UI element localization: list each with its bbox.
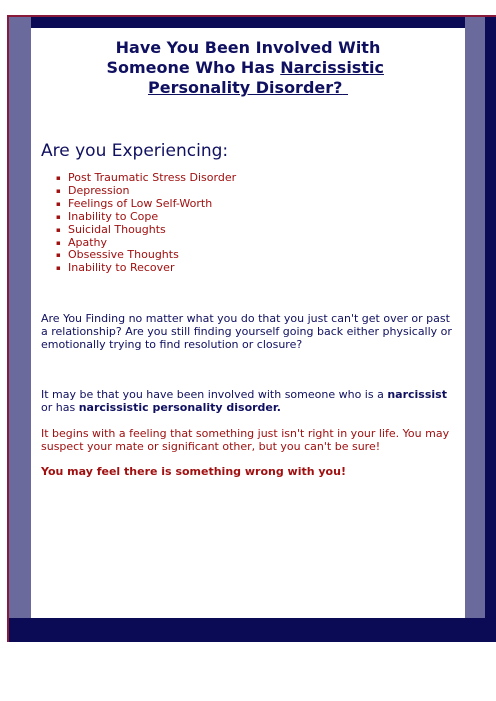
bullet-icon: ▪ xyxy=(56,225,61,234)
symptom-label: Apathy xyxy=(68,235,108,249)
symptom-label: Suicidal Thoughts xyxy=(68,222,166,236)
left-side-band xyxy=(9,17,31,618)
title-narcissistic-link[interactable]: Narcissistic xyxy=(280,58,384,77)
symptom-label: Feelings of Low Self-Worth xyxy=(68,196,213,210)
bullet-icon: ▪ xyxy=(56,212,61,221)
experiencing-heading: Are you Experiencing: xyxy=(41,141,229,161)
title-line-2-prefix: Someone Who Has xyxy=(106,58,281,77)
symptom-label: Inability to Cope xyxy=(68,209,159,223)
npd-term: narcissistic personality disorder. xyxy=(78,401,281,414)
symptom-label: Obsessive Thoughts xyxy=(68,248,179,262)
symptom-label: Post Traumatic Stress Disorder xyxy=(68,171,237,184)
bullet-icon: ▪ xyxy=(56,199,61,208)
list-item xyxy=(41,262,236,275)
symptom-label: Depression xyxy=(68,183,130,197)
paragraph-finding: Are You Finding no matter what you do that you just can't get over or past a relationship? Are you still finding yourself going back either physically or emotionally trying to find resolution or closure? xyxy=(41,312,452,351)
right-side-band xyxy=(465,17,485,618)
bullet-icon: ▪ xyxy=(56,251,61,260)
symptom-list xyxy=(41,172,236,275)
paragraph-wrong-with-you: You may feel there is something wrong with you! xyxy=(41,465,346,478)
paragraph-involved xyxy=(41,388,455,414)
symptom-label: Inability to Recover xyxy=(68,261,175,275)
bullet-icon: ▪ xyxy=(56,264,61,273)
paragraph-involved-part1: It may be that you have been involved with someone who is a xyxy=(41,388,388,401)
bullet-icon: ▪ xyxy=(56,174,61,182)
bullet-icon: ▪ xyxy=(56,238,61,247)
page-title xyxy=(31,38,465,98)
paragraph-feeling: It begins with a feeling that something just isn't right in your life. You may suspect your mate or significant other, but you can't be sure! xyxy=(41,427,450,453)
title-line-1: Have You Been Involved With xyxy=(115,38,381,57)
content-panel xyxy=(31,28,465,618)
narcissist-term: narcissist xyxy=(387,388,447,401)
paragraph-involved-part2: or has xyxy=(41,401,79,414)
bullet-icon: ▪ xyxy=(56,186,61,195)
title-line-3[interactable]: Personality Disorder? xyxy=(147,78,343,97)
